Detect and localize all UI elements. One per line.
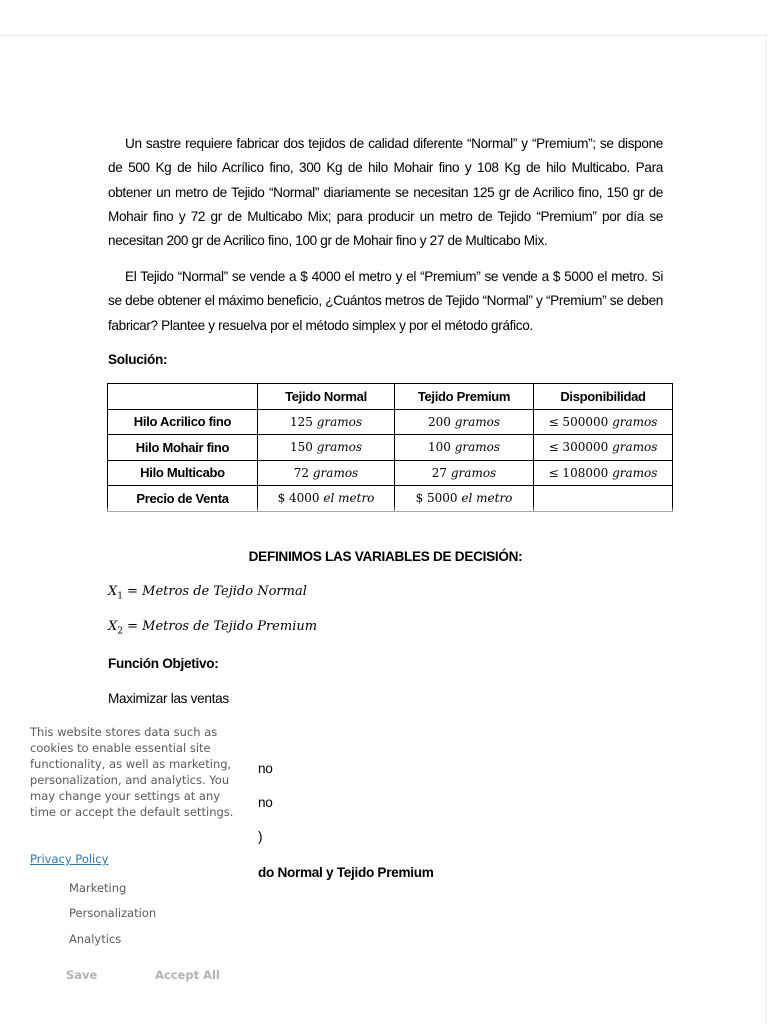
table-header-cell: Tejido Premium bbox=[395, 384, 534, 410]
row-label: Hilo Acrilico fino bbox=[108, 409, 258, 435]
cell-number: ≤ 500000 bbox=[548, 414, 609, 429]
objective-label: Función Objetivo: bbox=[108, 656, 219, 671]
row-label: Hilo Mohair fino bbox=[108, 435, 258, 461]
cell-number: $ 5000 bbox=[415, 491, 458, 506]
problem-paragraph-1 bbox=[108, 132, 663, 253]
partial-text: no bbox=[258, 761, 273, 776]
cookie-message: This website stores data such as cookies to enable essential site functionality, as well as marketing, personalization, and analytics. You may change your settings at any time or accept the default settings. bbox=[30, 725, 234, 819]
cell-unit: el metro bbox=[461, 491, 513, 506]
cell-number: ≤ 300000 bbox=[548, 440, 609, 455]
table-header-cell bbox=[108, 384, 258, 410]
accept-all-button[interactable]: Accept All bbox=[155, 968, 220, 982]
table-header-cell: Tejido Normal bbox=[258, 384, 395, 410]
cell-unit: el metro bbox=[323, 491, 375, 506]
table-cell bbox=[258, 460, 395, 486]
table-cell bbox=[258, 409, 395, 435]
variable-x1 bbox=[108, 584, 307, 602]
table-row bbox=[108, 435, 673, 461]
cell-unit: gramos bbox=[612, 440, 658, 455]
cell-number: 125 bbox=[289, 414, 313, 429]
cookie-option-marketing[interactable]: Marketing bbox=[69, 881, 127, 895]
cell-unit: gramos bbox=[450, 465, 497, 480]
partial-heading: do Normal y Tejido Premium bbox=[258, 865, 434, 880]
cell-unit: gramos bbox=[454, 414, 501, 429]
problem-paragraph-2-text: El Tejido “Normal” se vende a $ 4000 el metro y el “Premium” se vende a $ 5000 el metro. Si se debe obtener el máximo beneficio, ¿Cuántos metros de Tejido “Normal” y “Premium” se deben fabricar? Plantee y resuelva por el método simplex y por el método gráfico. bbox=[108, 269, 663, 333]
table-cutoff-fade bbox=[106, 506, 676, 518]
variables-title: DEFINIMOS LAS VARIABLES DE DECISIÓN: bbox=[248, 549, 523, 564]
solution-label: Solución: bbox=[108, 352, 168, 367]
table-cell bbox=[395, 460, 534, 486]
cell-unit: gramos bbox=[454, 440, 501, 455]
x2-index: 2 bbox=[117, 626, 123, 637]
objective-text: Maximizar las ventas bbox=[108, 691, 229, 706]
partial-text: ) bbox=[258, 829, 263, 844]
table-cell bbox=[534, 460, 673, 486]
table-cell bbox=[395, 435, 534, 461]
table-cell bbox=[534, 409, 673, 435]
cell-unit: gramos bbox=[312, 465, 359, 480]
cookie-option-analytics[interactable]: Analytics bbox=[69, 932, 122, 946]
cookie-banner bbox=[0, 712, 258, 1024]
cell-unit: gramos bbox=[316, 440, 363, 455]
table-cell bbox=[258, 435, 395, 461]
problem-paragraph-1-text: Un sastre requiere fabricar dos tejidos de calidad diferente “Normal” y “Premium”; se dispone de 500 Kg de hilo Acrílico fino, 300 Kg de hilo Mohair fino y 108 Kg de hilo Multicabo. Para obtener un metro de Tejido “Normal” diariamente se necesitan 125 gr de Acrilico fino, 150 gr de Mohair fino y 72 gr de Multicabo Mix; para producir un metro de Tejido “Premium” por día se necesitan 200 gr de Acrilico fino, 100 gr de Mohair fino y 27 de Multicabo Mix. bbox=[108, 136, 663, 249]
row-label: Hilo Multicabo bbox=[108, 460, 258, 486]
cookie-option-personalization[interactable]: Personalization bbox=[69, 906, 157, 920]
data-table bbox=[107, 383, 673, 512]
cell-unit: gramos bbox=[316, 414, 363, 429]
partial-text: no bbox=[258, 795, 273, 810]
save-button[interactable]: Save bbox=[66, 968, 98, 982]
table-row bbox=[108, 460, 673, 486]
table-header-cell: Disponibilidad bbox=[534, 384, 673, 410]
cell-unit: gramos bbox=[612, 465, 658, 480]
cell-unit: gramos bbox=[612, 414, 658, 429]
x2-definition: = Metros de Tejido Premium bbox=[127, 619, 318, 634]
table-cell bbox=[395, 409, 534, 435]
x2-symbol: X bbox=[108, 619, 118, 634]
cell-number: 72 bbox=[293, 465, 310, 480]
cell-number: $ 4000 bbox=[277, 491, 320, 506]
cell-number: ≤ 108000 bbox=[548, 465, 609, 480]
privacy-policy-link[interactable]: Privacy Policy bbox=[30, 852, 109, 866]
table-row bbox=[108, 409, 673, 435]
cell-number: 200 bbox=[427, 414, 451, 429]
row-label: Precio de Venta bbox=[108, 486, 258, 512]
cell-number: 27 bbox=[431, 465, 448, 480]
problem-paragraph-2 bbox=[108, 265, 663, 338]
x1-definition: = Metros de Tejido Normal bbox=[127, 584, 307, 599]
table-header-row bbox=[108, 384, 673, 410]
table-cell bbox=[534, 435, 673, 461]
cell-number: 100 bbox=[427, 440, 451, 455]
x1-symbol: X bbox=[108, 584, 118, 599]
x1-index: 1 bbox=[117, 591, 123, 602]
cell-number: 150 bbox=[289, 440, 313, 455]
variable-x2 bbox=[108, 619, 317, 637]
